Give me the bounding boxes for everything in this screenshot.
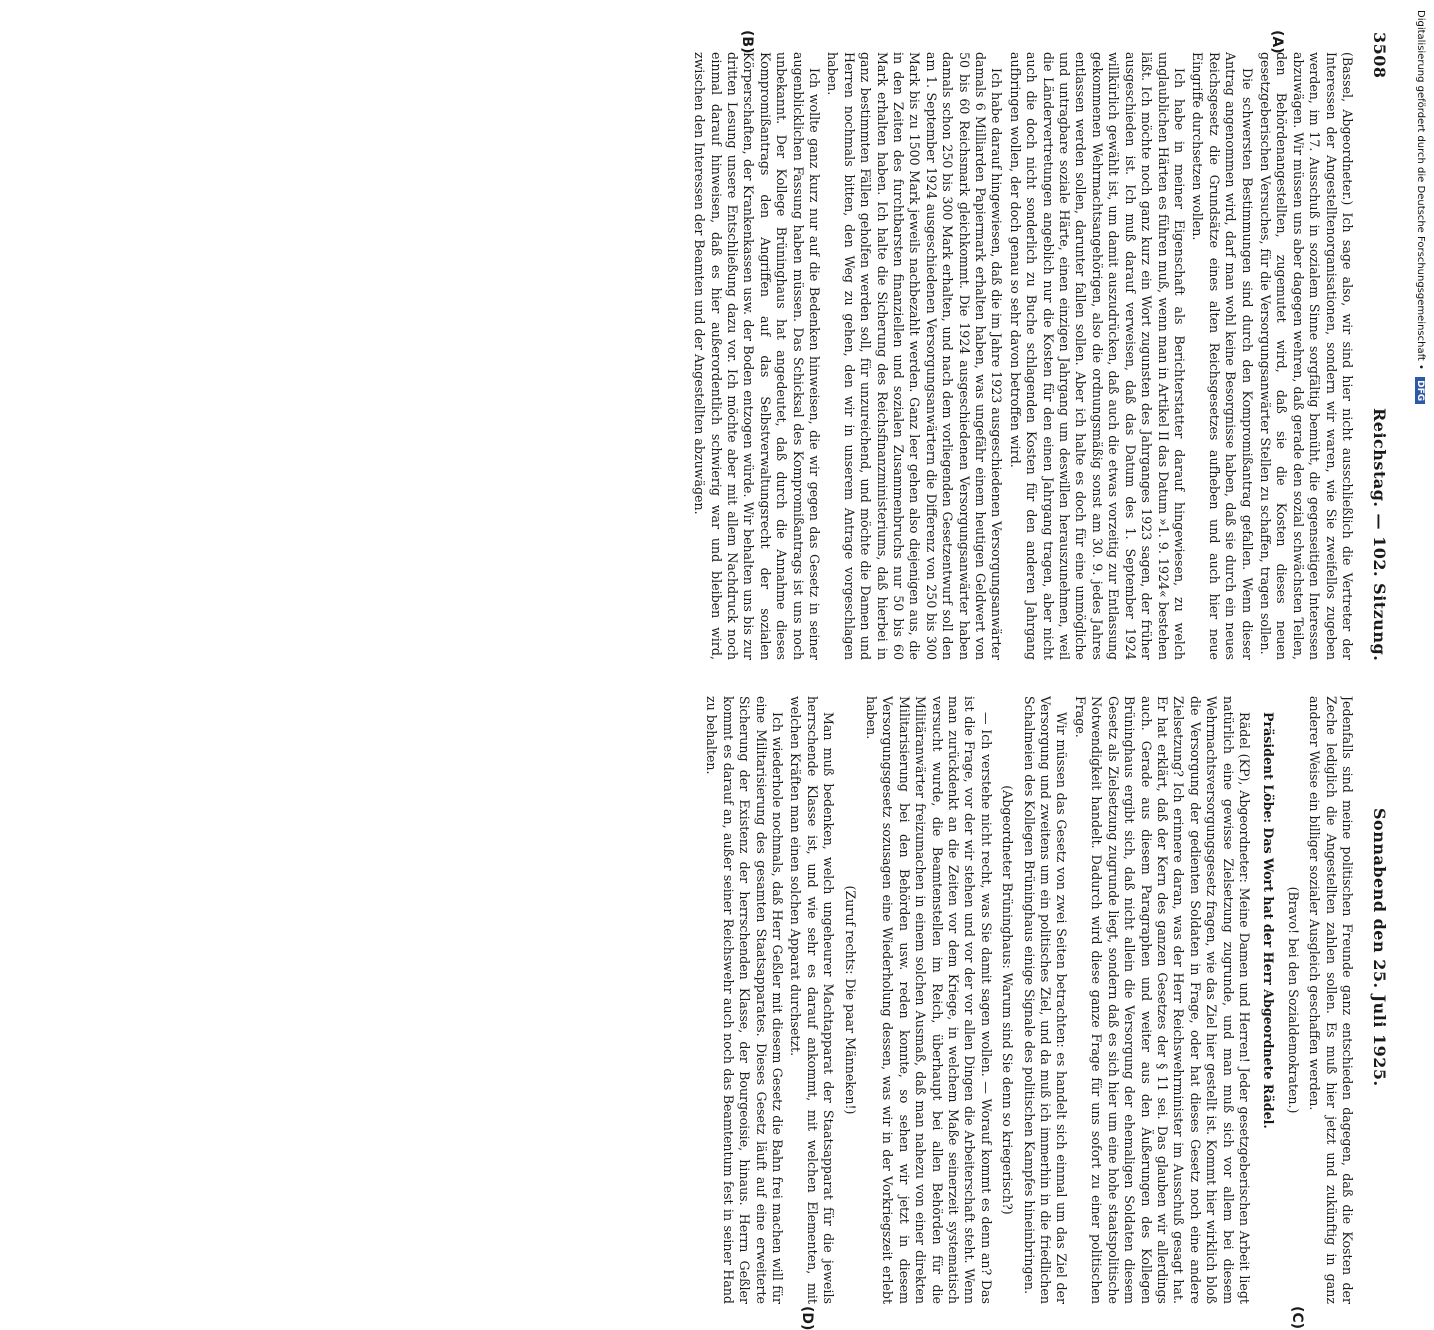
digitization-note bbox=[1412, 10, 1428, 700]
paragraph: Ich wollte ganz kurz nur auf die Bedenken hinweisen, die wir gegen das Gesetz in seiner augenblicklichen Fassung haben müssen. Das Schicksal des Kompromißantrags ist uns noch unbekannt. Der Kollege Brüninghaus hat angedeutet, daß durch die Annahme dieses Kompromißantrags den Angriffen auf das Selbstverwaltungsrecht der sozialen Körperschaften, der Krankenkassen usw. der Boden entzogen würde. Wir behalten uns bis zur dritten Lesung unsere Entschließung dazu vor. Ich möchte aber mit allem Nachdruck noch einmal darauf hinweisen, daß es hier außerordentlich schwierig war und bleiben wird, zwischen den Interessen der Beamten und der Angestellten abzuwägen. bbox=[692, 52, 822, 660]
interjection: (Zuruf rechts: Die paar Männeken!) bbox=[842, 885, 858, 1115]
margin-mark-d: (D) bbox=[799, 1306, 815, 1330]
paragraph: Man muß bedenken, welch ungeheurer Machtapparat der Staatsapparat für die jeweils herrschende Klasse ist, und wie sehr es darauf ankommt, mit welchen Elementen, mit welchen Kräften man einen solchen Apparat durchsetzt. bbox=[788, 696, 837, 1304]
margin-mark-b: (B) bbox=[739, 30, 755, 54]
left-column bbox=[485, 52, 1355, 660]
paragraph: Ich habe darauf hingewiesen, daß die im Jahre 1923 ausgeschiedenen Versorgungsanwärter damals 6 Milliarden Papiermark erhalten haben, was ungefähr einem heutigen Geldwert von 50 bis 60 Reichsmark gleichkommt. Die 1924 ausgeschiedenen Versorgungsanwärter haben damals schon 250 bis 300 Mark erhalten, und nach dem vorliegenden Gesetzentwurf soll den am 1. September 1924 ausgeschiedenen Versorgungsanwärtern die Differenz von 250 bis 300 Mark bis zu 1500 Mark jeweils nachbezahlt werden. Ganz leer gehen also diejenigen aus, die in den Zeiten des furchtbarsten finanziellen und sozialen Zusammenbruchs nur 50 bis 60 Mark erhalten haben. Ich halte die Sicherung des Reichsfinanzministeriums, daß hierbei in ganz bestimmten Fällen geholfen werden soll, für unzureichend, und möchte die Damen und Herren nochmals bitten, den Weg zu gehen, den wir in unserem Antrage vorgeschlagen haben. bbox=[825, 52, 1005, 660]
paragraph: Ich wiederhole nochmals, daß Herr Geßler mit diesem Gesetz die Bahn frei machen will für eine Militarisierung des gesamten Staatsapparates. Dieses Gesetz läuft auf eine erweiterte Sicherung der Existenz der herrschenden Klasse, der Bourgeoisie, hinaus. Herrn Geßler kommt es darauf an, außer seiner Reichswehr auch noch das Beamtentum fest in seiner Hand zu behalten. bbox=[704, 696, 785, 1304]
paragraph: Rädel (KP), Abgeordneter: Meine Damen und Herren! Jeder gesetzgeberischen Arbeit liegt natürlich eine gewisse Zielsetzung zugrunde, und man muß sich vor allem bei diesem Wehrmachtsversorgungsgesetz fragen, wie das Ziel hier gestellt ist. Kommt hier wirklich bloß die Versorgung der gedienten Soldaten in Frage, oder hat dieses Gesetz noch eine andere Zielsetzung? Ich erinnere daran, was der Herr Reichswehrminister im Ausschuß gesagt hat. Er hat erklärt, daß der Kern des ganzen Gesetzes der § 11 sei. Das glauben wir allerdings auch. Gerade aus diesem Paragraphen und weiter aus den Äußerungen des Kollegen Brüninghaus ergibt sich, daß nicht allein die Versorgung der ehemaligen Soldaten diesem Gesetz als Zielsetzung zugrunde liegt, sondern daß es sich hier um eine hohe staatspolitische Notwendigkeit handelt. Dadurch wird diese ganze Frage für uns sofort zu einer politischen Frage. bbox=[1072, 696, 1252, 1304]
right-column bbox=[485, 696, 1355, 1304]
interjection: (Bravo! bei den Sozialdemokraten.) bbox=[1285, 886, 1301, 1114]
paragraph: — Ich verstehe nicht recht, was Sie damit sagen wollen. — Worauf kommt es denn an? Das ist die Frage, vor der wir stehen und vor der vor allen Dingen die Arbeiterschaft steht. Wenn man zurückdenkt an die Zeiten vor dem Kriege, in welchem Maße seinerzeit systematisch versucht wurde, die Beamtenstellen im Reich, überhaupt bei allen Behörden für die Militäranwärter freizumachen in einem solchen Ausmaß, daß man nahezu von einer direkten Militarisierung bei den Behörden usw. reden konnte, so sehen wir jetzt in diesem Versorgungsgesetz sozusagen eine Wiederholung dessen, was wir in der Vorkriegszeit erlebt haben. bbox=[864, 696, 994, 1304]
session-date: Sonnabend den 25. Juli 1925. bbox=[1370, 808, 1389, 1087]
speaker-announcement: Präsident Löbe: Das Wort hat der Herr Abgeordnete Rädel. bbox=[1261, 712, 1277, 1129]
session-title: Reichstag. — 102. Sitzung. bbox=[1370, 408, 1389, 662]
margin-mark-c: (C) bbox=[1289, 1306, 1305, 1330]
paragraph: Wir müssen das Gesetz von zwei Seiten betrachten: es handelt sich einmal um das Ziel der Versorgung und zweitens um ein politisches Ziel, und da muß ich immerhin in die friedlichen Schalmeien des Kollegen Brüninghaus einige Signale des politischen Kampfes hineinbringen. bbox=[1021, 696, 1070, 1304]
paragraph: Ich habe in meiner Eigenschaft als Berichterstatter darauf hingewiesen, zu welch unglaublichen Härten es führen muß, wenn man in Artikel II das Datum »1. 9. 1924« bestehen läßt. Ich möchte noch ganz kurz ein Wort zugunsten des Jahrganges 1923 sagen, der früher ausgeschieden ist. Ich muß darauf verweisen, daß das Datum des 1. September 1924 willkürlich gewählt ist, um damit auszudrücken, daß auch die etwas vorzeitig zur Entlassung gekommenen Wehrmachtsangehörigen, also die ordnungsmäßig sonst am 30. 9. jedes Jahres entlassen werden sollen, darunter fallen sollen. Aber ich halte es doch für eine unmögliche und untragbare soziale Härte, einen einzigen Jahrgang um deswillen herauszunehmen, weil die Ländervertretungen angeblich nur die Kosten für den einen Jahrgang tragen, aber nicht auch die doch nicht sonderlich zu Buche schlagenden Kosten für den anderen Jahrgang aufbringen wollen, der doch genau so sehr davon betroffen wird. bbox=[1007, 52, 1187, 660]
paragraph: (Bassel, Abgeordneter.) Ich sage also, wir sind hier nicht ausschließlich die Vertreter der Interessen der Angestelltenorganisationen, sondern wir waren, wie Sie zweifellos zugeben werden, im 17. Ausschuß in sozialem Sinne sorgfältig bemüht, die gegenseitigen Interessen abzuwägen. Wir müssen uns aber dagegen wehren, daß gerade den sozial schwächsten Teilen, den Behördenangestellten, zugemutet wird, daß sie die Kosten dieses neuen gesetzgeberischen Versuches, für die Versorgungsanwärter Stellen zu schaffen, tragen sollen. bbox=[1257, 52, 1355, 660]
page-number: 3508 bbox=[1370, 32, 1389, 79]
interjection: (Abgeordneter Brüninghaus: Warum sind Sie denn so kriegerisch?) bbox=[1000, 785, 1016, 1215]
page-header bbox=[1361, 28, 1395, 1326]
dfg-logo: DFG bbox=[1415, 377, 1425, 404]
paragraph: Jedenfalls sind meine politischen Freunde ganz entschieden dagegen, daß die Kosten der Zeche lediglich die Angestellten zahlen sollen. Es muß hier jetzt und zukünftig in ganz anderer Weise ein billiger sozialer Ausgleich geschaffen werden. bbox=[1307, 696, 1355, 1304]
margin-mark-a: (A) bbox=[1269, 30, 1285, 54]
paragraph: Die schwersten Bestimmungen sind durch den Kompromißantrag gefallen. Wenn dieser Antrag angenommen wird, darf man wohl keine Besorgnisse haben, daß sie durch ein neues Reichsgesetz die Grundsätze eines alten Reichsgesetzes aufheben und auch hier neue Eingriffe durchsetzen wollen. bbox=[1190, 52, 1255, 660]
digitization-text: Digitalisierung gefördert durch die Deutsche Forschungsgemeinschaft • bbox=[1415, 10, 1426, 370]
document-page bbox=[97, 28, 1395, 1330]
